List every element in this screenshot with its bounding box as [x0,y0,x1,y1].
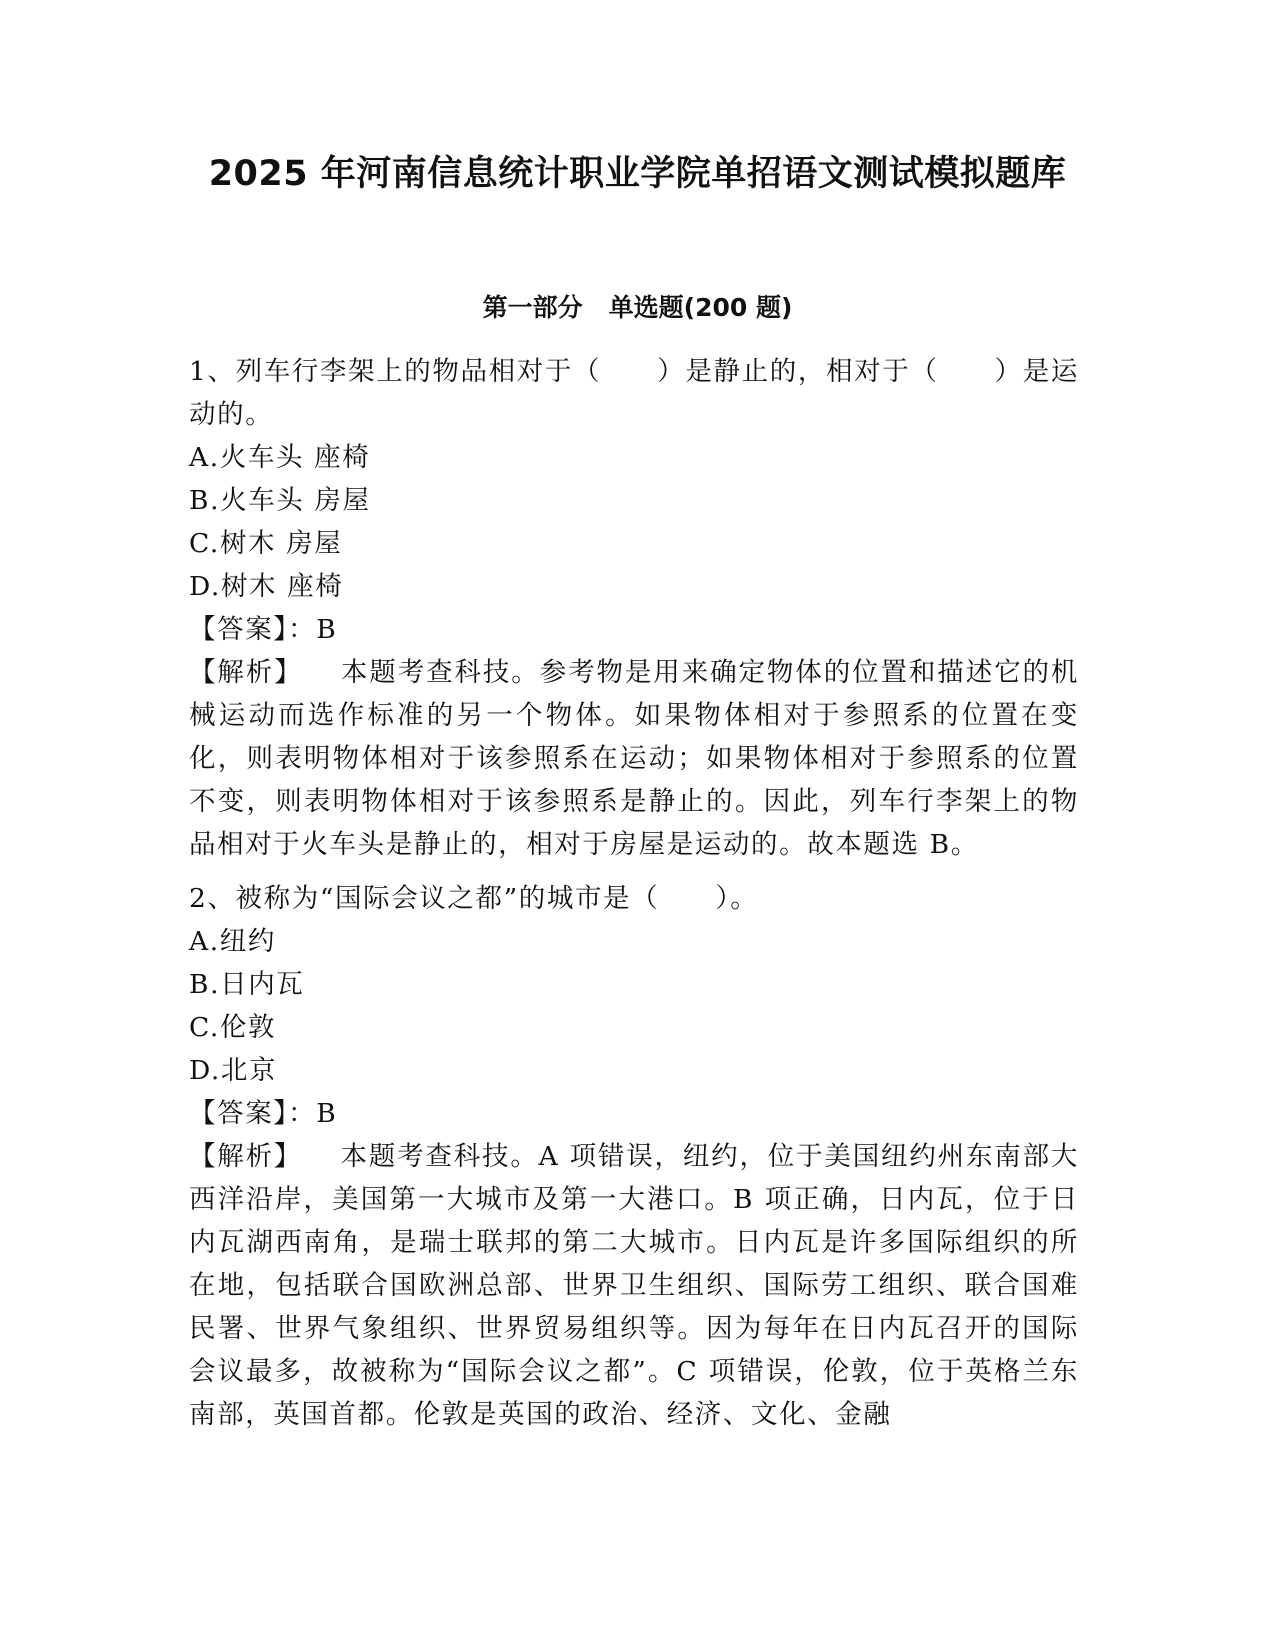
analysis-paragraph [189,651,1079,866]
option-a: A.火车头 座椅 [189,442,371,473]
answer-value: ：B [288,1098,338,1129]
option-d: D.北京 [189,1055,278,1086]
question-list [189,350,1079,1436]
option-c: C.树木 房屋 [189,528,343,559]
question-item [189,877,1079,1436]
analysis-text: 本题考查科技。参考物是用来确定物体的位置和描述它的机械运动而选作标准的另一个物体。如果物体相对于参照系的位置在变化，则表明物体相对于该参照系在运动；如果物体相对于参照系的位置不变，则表明物体相对于该参照系是静止的。因此，列车行李架上的物品相对于火车头是静止的，相对于房屋是运动的。故本题选 B。 [189,657,1079,860]
section-heading: 第一部分 单选题(200 题) [482,293,793,322]
analysis-tag: 【解析】 [189,657,303,688]
question-stem: 1、列车行李架上的物品相对于（ ）是静止的，相对于（ ）是运动的。 [189,356,1079,430]
option-c: C.伦敦 [189,1012,277,1043]
answer-line [189,1092,1079,1135]
document-title: 2025 年河南信息统计职业学院单招语文测试模拟题库 [208,154,1067,194]
option-b: B.火车头 房屋 [189,485,371,516]
answer-tag: 【答案】 [189,614,289,645]
answer-line [189,608,1079,651]
analysis-paragraph [189,1135,1079,1436]
answer-value: ：B [288,614,338,645]
question-item [189,350,1079,866]
analysis-text: 本题考查科技。A 项错误，纽约，位于美国纽约州东南部大西洋沿岸，美国第一大城市及第一大港口。B 项正确，日内瓦，位于日内瓦湖西南角，是瑞士联邦的第二大城市。日内瓦是许多国际组织的所在地，包括联合国欧洲总部、世界卫生组织、国际劳工组织、联合国难民署、世界气象组织、世界贸易组织等。因为每年在日内瓦召开的国际会议最多，故被称为“国际会议之都”。C 项错误，伦敦，位于英格兰东南部，英国首都。伦敦是英国的政治、经济、文化、金融 [189,1141,1079,1430]
option-b: B.日内瓦 [189,969,305,1000]
option-a: A.纽约 [189,926,276,957]
answer-tag: 【答案】 [189,1098,289,1129]
question-stem: 2、被称为“国际会议之都”的城市是（ ）。 [189,883,759,914]
analysis-tag: 【解析】 [189,1141,303,1172]
option-d: D.树木 座椅 [189,571,344,602]
